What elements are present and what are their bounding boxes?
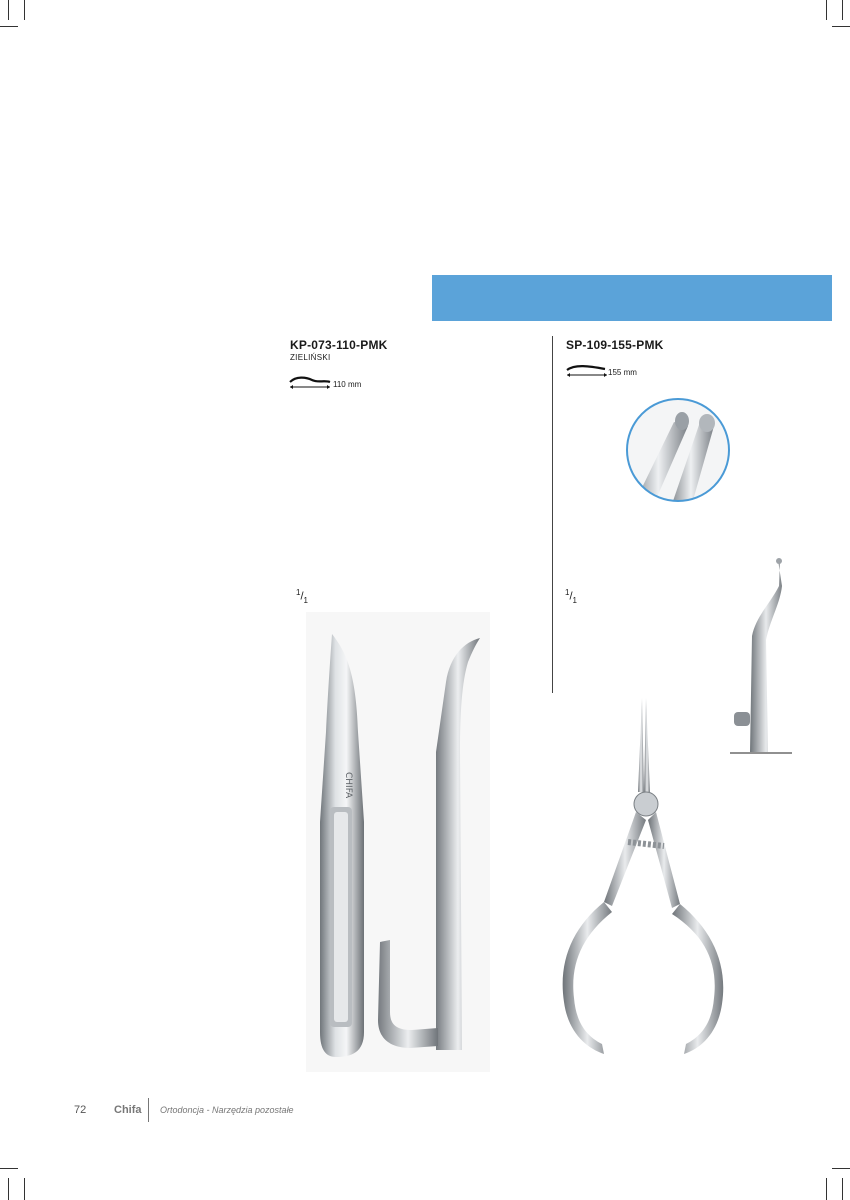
footer-divider (148, 1098, 149, 1122)
product-code: KP-073-110-PMK (290, 338, 388, 352)
crop-mark (832, 1168, 850, 1169)
crop-mark (826, 1178, 827, 1200)
scale-label: $^1/_1$ (565, 588, 577, 605)
instrument-length: 155 mm (608, 368, 637, 377)
crop-mark (842, 0, 843, 20)
column-divider (552, 336, 553, 693)
crop-mark (826, 0, 827, 20)
plier-tip-detail-image (624, 396, 732, 504)
instrument-length-icon (565, 363, 609, 379)
crop-mark (0, 1168, 18, 1169)
product-name: ZIELIŃSKI (290, 353, 331, 362)
section-header-band (432, 275, 832, 321)
crop-mark (842, 1178, 843, 1200)
scale-label: $^1/_1$ (296, 588, 308, 605)
svg-text:CHIFA: CHIFA (343, 772, 353, 799)
crop-mark (8, 1178, 9, 1200)
tweezer-image (306, 612, 380, 1072)
crop-mark (24, 0, 25, 20)
instrument-length-icon (288, 374, 332, 390)
plier-tip-side-image (730, 556, 794, 756)
tweezer-image (376, 612, 490, 1072)
section-title: Ortodoncja - Narzędzia pozostałe (160, 1105, 294, 1115)
page-number: 72 (74, 1104, 87, 1116)
crop-mark (8, 0, 9, 20)
product-code: SP-109-155-PMK (566, 338, 664, 352)
instrument-length: 110 mm (333, 380, 362, 389)
crop-mark (832, 26, 850, 27)
brand-name: Chifa (114, 1104, 142, 1116)
crop-mark (0, 26, 18, 27)
plier-image (552, 692, 734, 1062)
crop-mark (24, 1178, 25, 1200)
